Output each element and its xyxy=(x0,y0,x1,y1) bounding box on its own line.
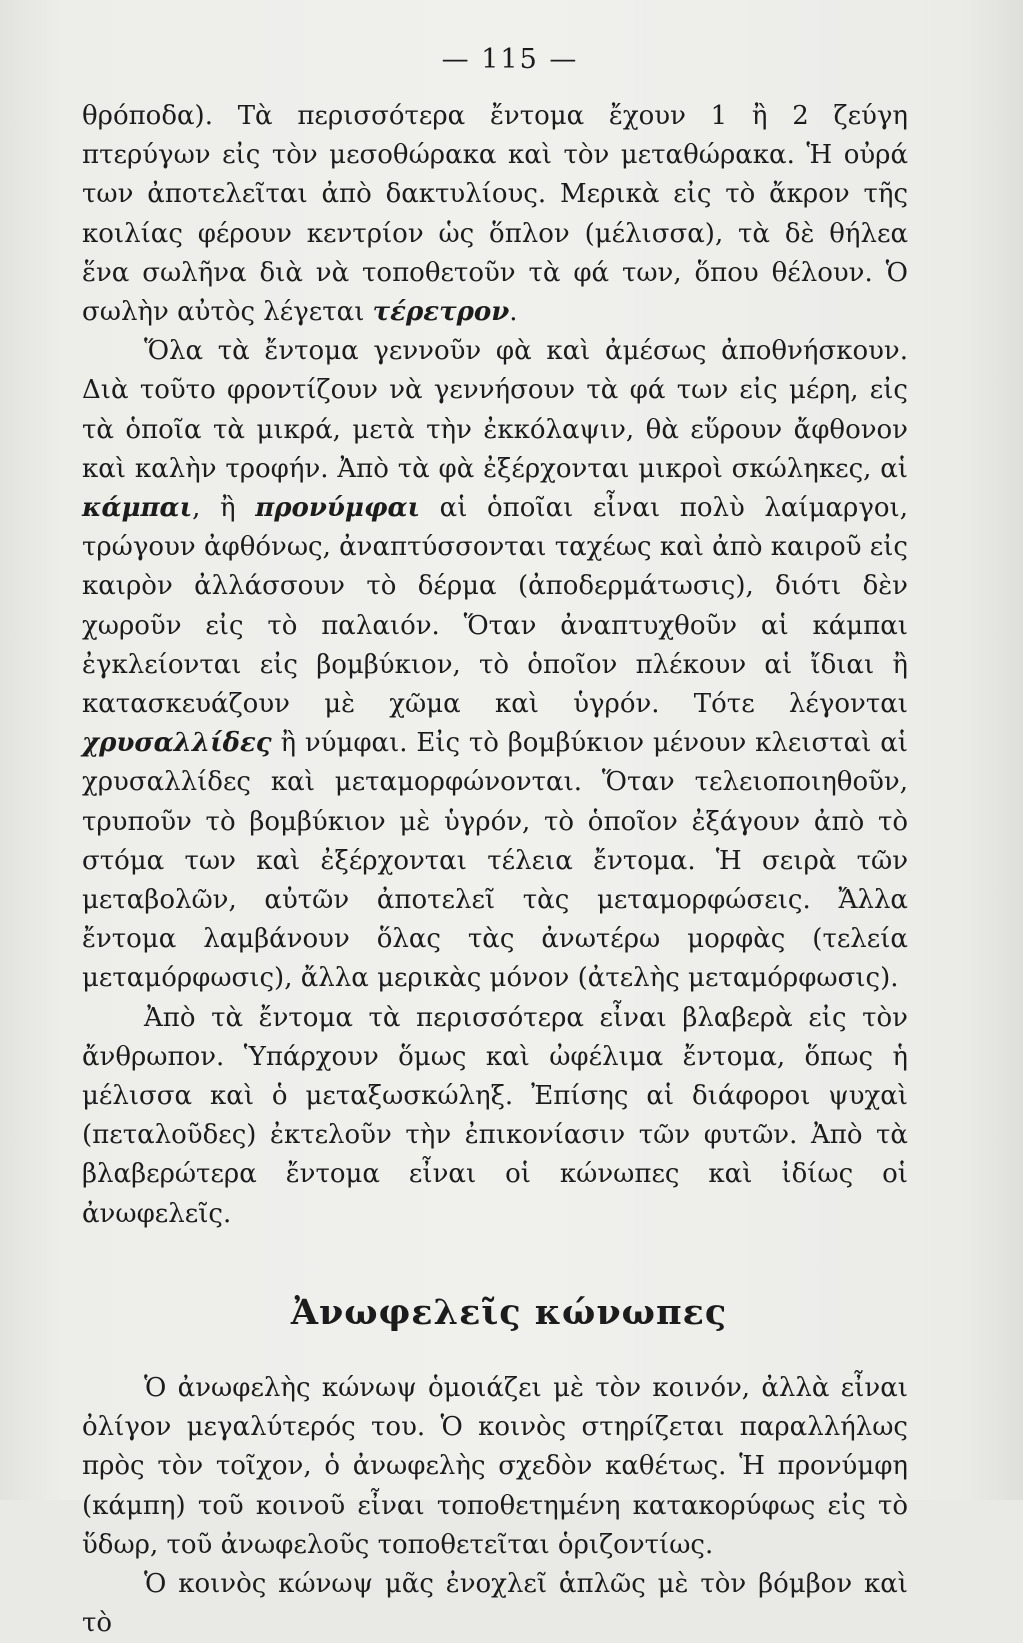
term-pronymphai: προνύμφαι xyxy=(255,493,421,524)
paragraph-1-text-a: θρόποδα). Τὰ περισσότερα ἔντομα ἔχουν 1 ἢ 2 ζεύγη πτερύγων εἰς τὸν μεσοθώρακα καὶ τὸν μεταθώρακα. Ἡ οὐρά των ἀποτελεῖται ἀπὸ δακτυλίους. Μερικὰ εἰς τὸ ἄκρον τῆς κοιλίας φέρουν κεντρίον ὡς ὅπλον (μέλισσα), τὰ δὲ θήλεα ἕνα σωλῆνα διὰ νὰ τοποθετοῦν τὰ φά των, ὅπου θέλουν. Ὁ σωλὴν αὐτὸς λέγεται xyxy=(82,101,908,328)
section-heading: Ἀνωφελεῖς κώνωπες xyxy=(290,1291,728,1333)
paragraph-1 xyxy=(82,97,908,332)
term-chrysallides: χρυσαλλίδες xyxy=(82,728,272,759)
paragraph-1-text-b: . xyxy=(509,297,518,328)
paragraph-2-text-c: αἱ ὁποῖαι εἶναι πολὺ λαίμαργοι, τρώγουν ἀφθόνως, ἀναπτύσσονται ταχέως καὶ ἀπὸ καιροῦ εἰς καιρὸν ἀλλάσσουν τὸ δέρμα (ἀποδερμάτωσις), διότι δὲν χωροῦν εἰς τὸ παλαιόν. Ὅταν ἀναπτυχθοῦν αἱ κάμπαι ἐγκλείονται εἰς βομβύκιον, τὸ ὁποῖον πλέκουν αἱ ἴδιαι ἢ κατασκευάζουν μὲ χῶμα καὶ ὑγρόν. Τότε λέγονται xyxy=(82,493,908,720)
paragraph-5: Ὁ κοινὸς κώνωψ μᾶς ἐνοχλεῖ ἁπλῶς μὲ τὸν βόμβον καὶ τὸ xyxy=(82,1568,908,1639)
paragraph-2-text-b: , ἢ xyxy=(192,493,256,524)
page-number: — 115 — xyxy=(441,44,579,75)
paragraph-2-text-d: ἢ νύμφαι. Εἰς τὸ βομβύκιον μένουν κλεισταὶ αἱ χρυσαλλίδες καὶ μεταμορφώνονται. Ὅταν τελειοποιηθοῦν, τρυποῦν τὸ βομβύκιον μὲ ὑγρόν, τὸ ὁποῖον ἐξάγουν ἀπὸ τὸ στόμα των καὶ ἐξέρχονται τέλεια ἔντομα. Ἡ σειρὰ τῶν μεταβολῶν, αὐτῶν ἀποτελεῖ τὰς μεταμορφώσεις. Ἄλλα ἔντομα λαμβάνουν ὅλας τὰς ἀνωτέρω μορφὰς (τελεία μεταμόρφωσις), ἄλλα μερικὰς μόνον (ἀτελὴς μεταμόρφωσις). xyxy=(82,728,908,994)
paragraph-2 xyxy=(82,332,908,998)
paragraph-2-text-a: Ὅλα τὰ ἔντομα γεννοῦν φὰ καὶ ἀμέσως ἀποθνήσκουν. Διὰ τοῦτο φροντίζουν νὰ γεννήσουν τὰ φά των εἰς μέρη, εἰς τὰ ὁποῖα τὰ μικρά, μετὰ τὴν ἐκκόλαψιν, θὰ εὕρουν ἄφθονον καὶ καλὴν τροφήν. Ἀπὸ τὰ φὰ ἐξέρχονται μικροὶ σκώληκες, αἱ xyxy=(82,336,908,484)
term-teretron: τέρετρον xyxy=(372,297,510,328)
term-kampai: κάμπαι xyxy=(82,493,193,524)
paragraph-4: Ὁ ἀνωφελὴς κώνωψ ὁμοιάζει μὲ τὸν κοινόν, ἀλλὰ εἶναι ὀλίγον μεγαλύτερός του. Ὁ κοινὸς στηρίζεται παραλλήλως πρὸς τὸν τοῖχον, ὁ ἀνωφελὴς σχεδὸν καθέτως. Ἡ προνύμφη (κάμπη) τοῦ κοινοῦ εἶναι τοποθετημένη κατακορύφως εἰς τὸ ὕδωρ, τοῦ ἀνωφελοῦς τοποθετεῖται ὁριζοντίως. xyxy=(82,1372,908,1560)
paragraph-3: Ἀπὸ τὰ ἔντομα τὰ περισσότερα εἶναι βλαβερὰ εἰς τὸν ἄνθρωπον. Ὑπάρχουν ὅμως καὶ ὠφέλιμα ἔντομα, ὅπως ἡ μέλισσα καὶ ὁ μεταξωσκώληξ. Ἐπίσης αἱ διάφοροι ψυχαὶ (πεταλοῦδες) ἐκτελοῦν τὴν ἐπικονίασιν τῶν φυτῶν. Ἀπὸ τὰ βλαβερώτερα ἔντομα εἶναι οἱ κώνωπες καὶ ἰδίως οἱ ἀνωφελεῖς. xyxy=(82,1002,908,1229)
